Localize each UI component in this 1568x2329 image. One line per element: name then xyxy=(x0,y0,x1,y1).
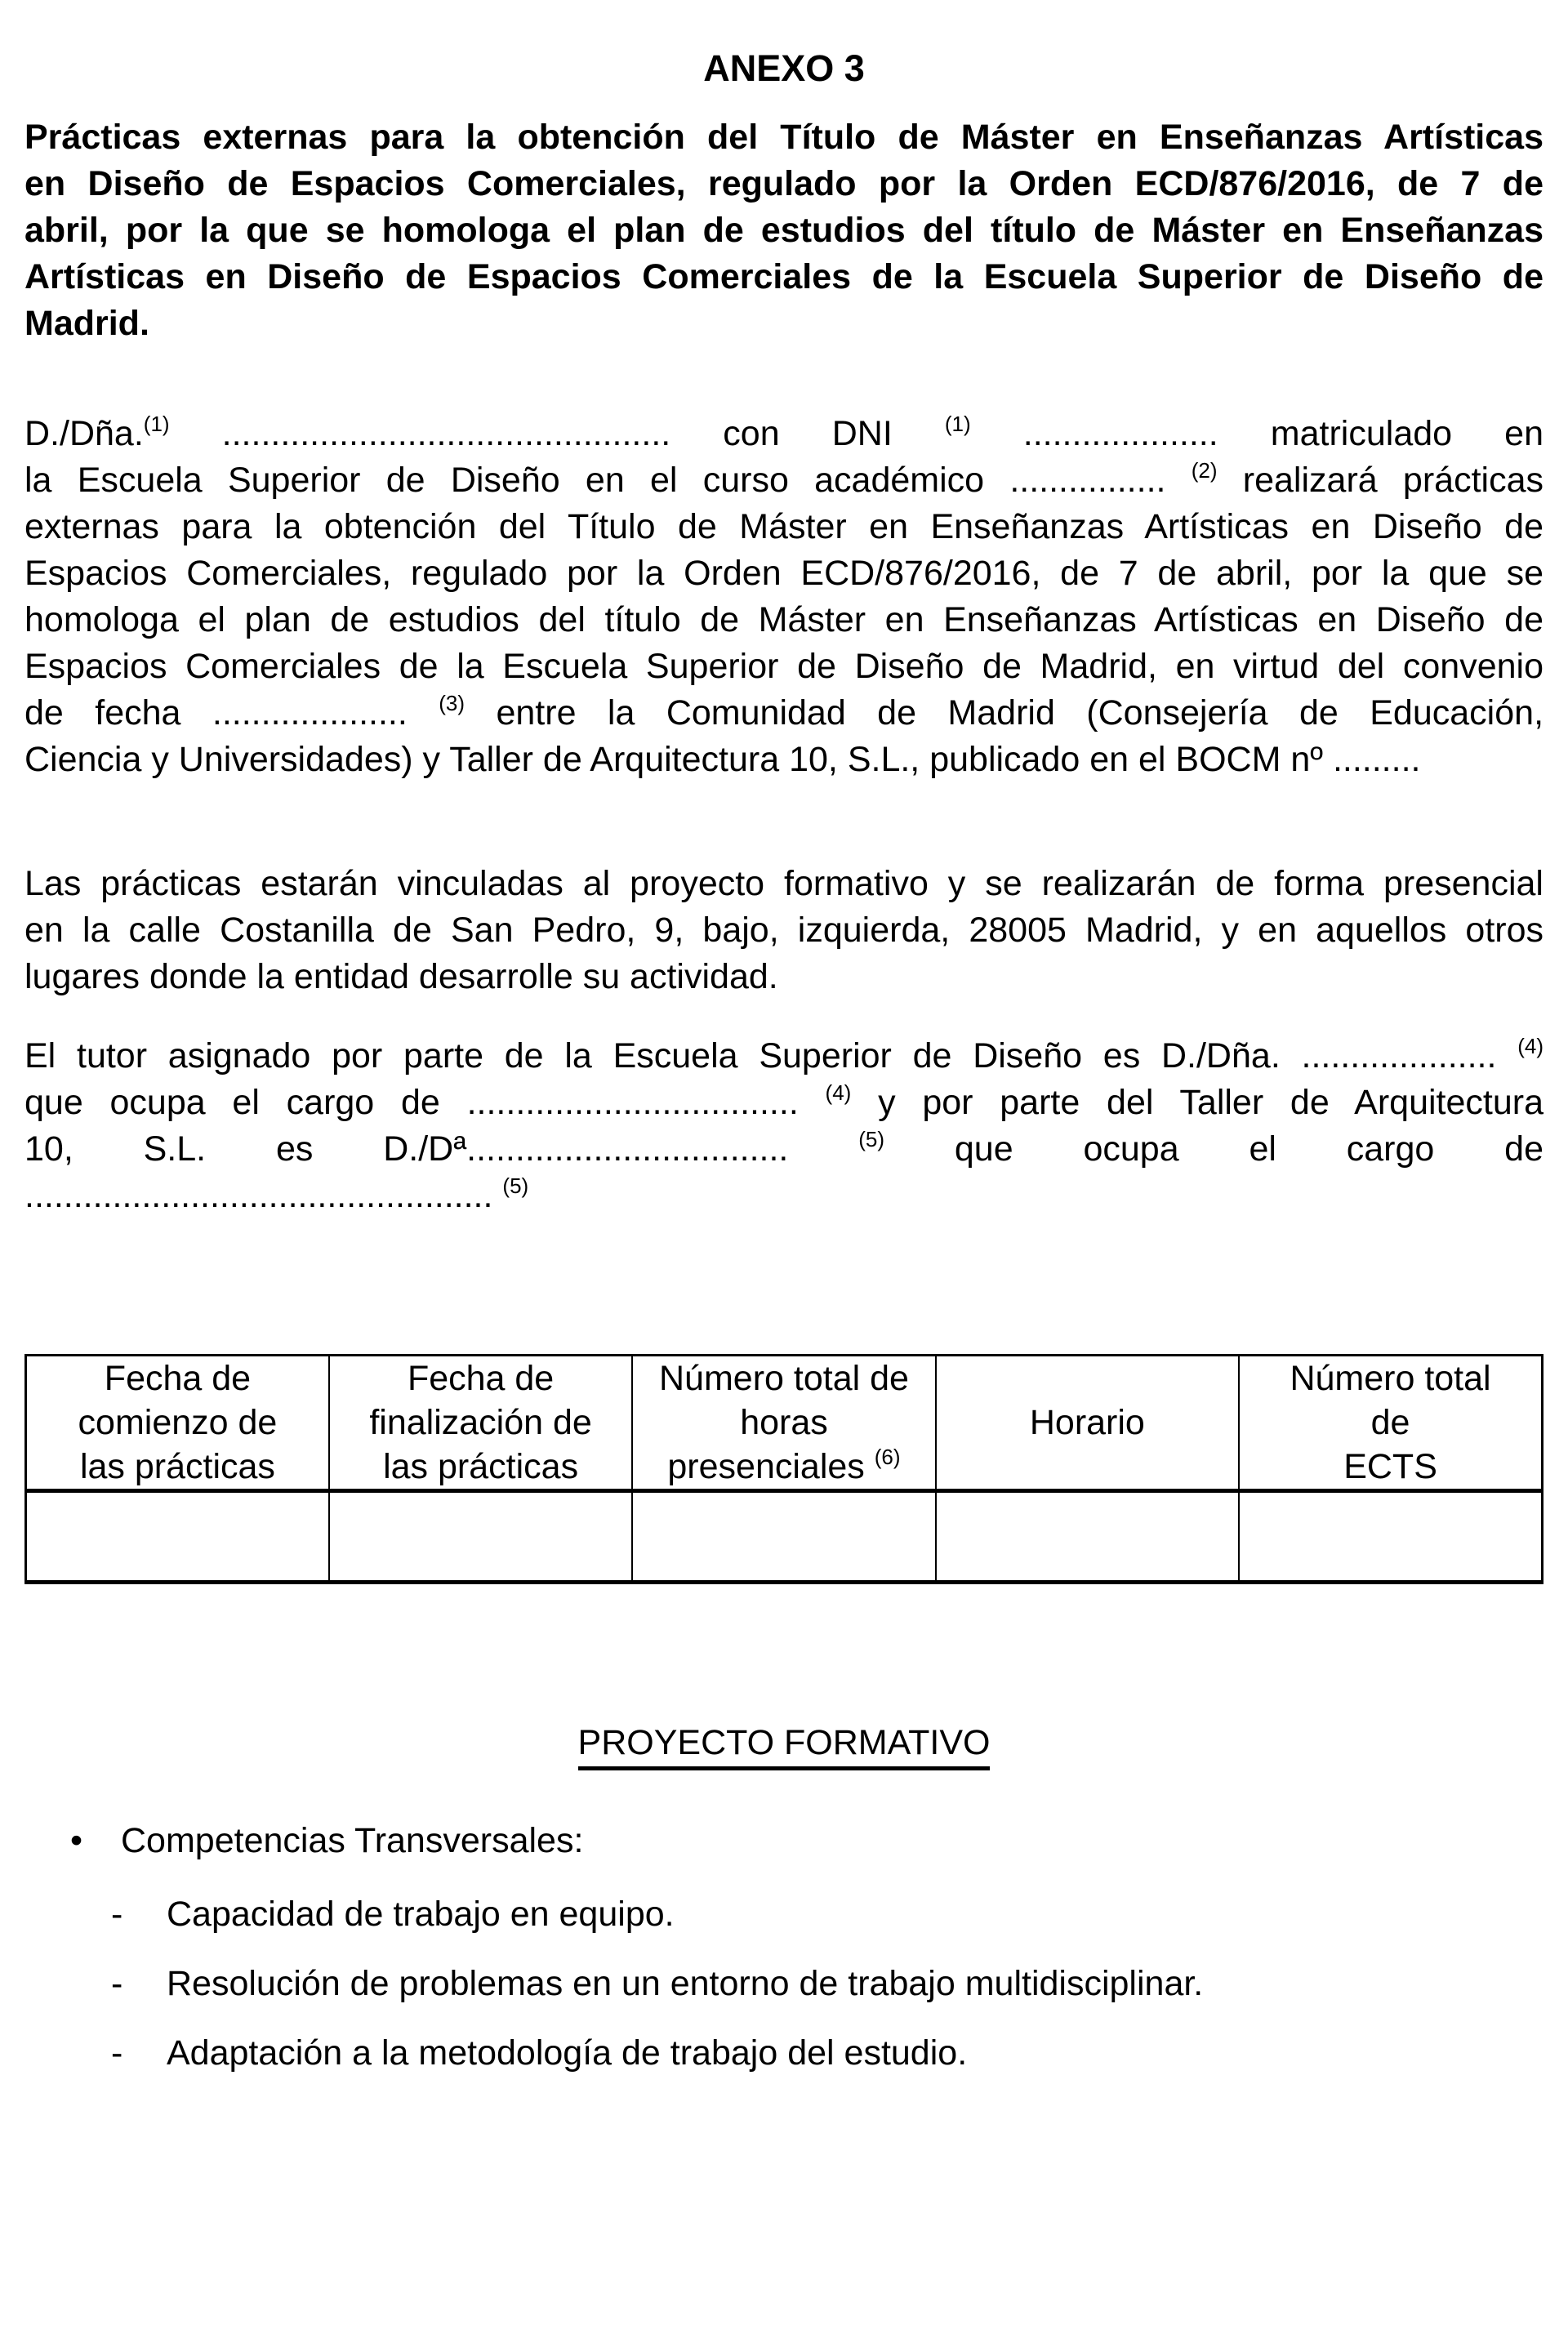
text-line: las prácticas xyxy=(383,1447,579,1486)
practices-table-body xyxy=(26,1491,1543,1583)
text-line: comienzo de xyxy=(78,1403,278,1442)
text-line: de fecha .................... $^{(3)}$ entre la Comunidad de Madrid (Consejería de Educación, xyxy=(24,691,1544,733)
table-header-total-ects xyxy=(1239,1356,1542,1491)
text-line: Ciencia y Universidades) y Taller de Arquitectura 10, S.L., publicado en el BOCM nº ......... xyxy=(24,740,1421,779)
list-item-adaptacion xyxy=(24,2030,1544,2077)
text-line: Madrid. xyxy=(24,304,149,343)
text-line: Prácticas externas para la obtención del Título de Máster en Enseñanzas Artísticas xyxy=(24,118,1544,157)
dash-icon: - xyxy=(111,2033,123,2073)
superscript-note: (6) xyxy=(874,1445,901,1469)
table-cell-end-date xyxy=(329,1491,632,1583)
section-title-text: PROYECTO FORMATIVO xyxy=(578,1723,991,1770)
paragraph-tutors xyxy=(24,1033,1544,1219)
superscript-note: (1) xyxy=(143,412,170,436)
text-line: presenciales $^{(6)}$ xyxy=(667,1445,901,1486)
paragraph-practices-location xyxy=(24,861,1544,1000)
text-line: Las prácticas estarán vinculadas al proyecto formativo y se realizarán de forma presencial xyxy=(24,864,1544,903)
superscript-note: (5) xyxy=(502,1173,529,1198)
superscript-note: (4) xyxy=(825,1080,852,1105)
table-empty-row xyxy=(26,1491,1543,1583)
list-item-capacidad xyxy=(24,1891,1544,1938)
text-line: que ocupa el cargo de .................................. $^{(4)}$ y por parte del Taller de Arquitectura xyxy=(24,1080,1544,1122)
dash-item-label: Capacidad de trabajo en equipo. xyxy=(167,1895,675,1934)
text-line: horas xyxy=(740,1403,828,1442)
list-item-resolucion xyxy=(24,1961,1544,2007)
dash-icon: - xyxy=(111,1895,123,1934)
table-cell-total-ects xyxy=(1239,1491,1542,1583)
text-line: Espacios Comerciales, regulado por la Orden ECD/876/2016, de 7 de abril, por la que se xyxy=(24,554,1544,593)
bullet-icon: • xyxy=(70,1821,83,1860)
table-cell-total-hours xyxy=(632,1491,935,1583)
text-line: lugares donde la entidad desarrolle su actividad. xyxy=(24,957,778,996)
text-line: homologa el plan de estudios del título de Máster en Enseñanzas Artísticas en Diseño de xyxy=(24,600,1544,639)
text-line: El tutor asignado por parte de la Escuela Superior de Diseño es D./Dña. .................... $^{(4)}$ xyxy=(24,1034,1544,1075)
intro-paragraph-bold xyxy=(24,114,1544,347)
table-cell-schedule xyxy=(936,1491,1239,1583)
text-line: Fecha de xyxy=(104,1359,252,1398)
page-title: ANEXO 3 xyxy=(703,47,865,89)
table-header-total-hours xyxy=(632,1356,935,1491)
text-line: Fecha de xyxy=(407,1359,555,1398)
text-line: ECTS xyxy=(1343,1447,1437,1486)
superscript-note: (4) xyxy=(1517,1034,1544,1058)
dash-icon: - xyxy=(111,1964,123,2003)
table-header-schedule xyxy=(936,1356,1239,1491)
practices-table xyxy=(24,1354,1544,1584)
superscript-note: (3) xyxy=(439,691,466,715)
text-line: externas para la obtención del Título de Máster en Enseñanzas Artísticas en Diseño de xyxy=(24,507,1544,546)
bullet-item-label: Competencias Transversales: xyxy=(121,1821,584,1860)
text-line: de xyxy=(1370,1403,1410,1442)
superscript-note: (5) xyxy=(858,1127,885,1151)
table-cell-start-date xyxy=(26,1491,329,1583)
text-line: finalización de xyxy=(369,1403,592,1442)
text-line: en Diseño de Espacios Comerciales, regulado por la Orden ECD/876/2016, de 7 de xyxy=(24,164,1544,203)
table-header-start-date xyxy=(26,1356,329,1491)
dash-item-label: Adaptación a la metodología de trabajo del estudio. xyxy=(167,2033,968,2073)
section-title-proyecto-formativo xyxy=(24,1720,1544,1766)
text-line: D./Dña.$^{(1)}$ .............................................. con DNI $^{(1)}$ .................... matriculado en xyxy=(24,412,1544,453)
superscript-note: (1) xyxy=(944,412,971,436)
text-line: en la calle Costanilla de San Pedro, 9, bajo, izquierda, 28005 Madrid, y en aquellos otros xyxy=(24,911,1544,950)
text-line: Horario xyxy=(1029,1403,1145,1442)
superscript-note: (2) xyxy=(1191,458,1218,483)
table-header-row xyxy=(26,1356,1543,1491)
list-item-competencias xyxy=(24,1818,1544,1864)
text-line: 10, S.L. es D./Dª................................. $^{(5)}$ que ocupa el cargo de xyxy=(24,1127,1544,1169)
text-line: Espacios Comerciales de la Escuela Superior de Diseño de Madrid, en virtud del convenio xyxy=(24,647,1544,686)
text-line: Número total xyxy=(1290,1359,1491,1398)
text-line: abril, por la que se homologa el plan de estudios del título de Máster en Enseñanzas xyxy=(24,211,1544,250)
table-header-end-date xyxy=(329,1356,632,1491)
paragraph-student-enrollment xyxy=(24,411,1544,783)
text-line: Número total de xyxy=(659,1359,909,1398)
text-line: Artísticas en Diseño de Espacios Comerciales de la Escuela Superior de Diseño de xyxy=(24,257,1544,296)
text-line: ................................................ $^{(5)}$ xyxy=(24,1173,529,1215)
dash-item-label: Resolución de problemas en un entorno de trabajo multidisciplinar. xyxy=(167,1964,1204,2003)
text-line: la Escuela Superior de Diseño en el curso académico ................ $^{(2)}$ realizará prácticas xyxy=(24,458,1544,500)
practices-table-header xyxy=(26,1356,1543,1491)
text-line: las prácticas xyxy=(79,1447,275,1486)
